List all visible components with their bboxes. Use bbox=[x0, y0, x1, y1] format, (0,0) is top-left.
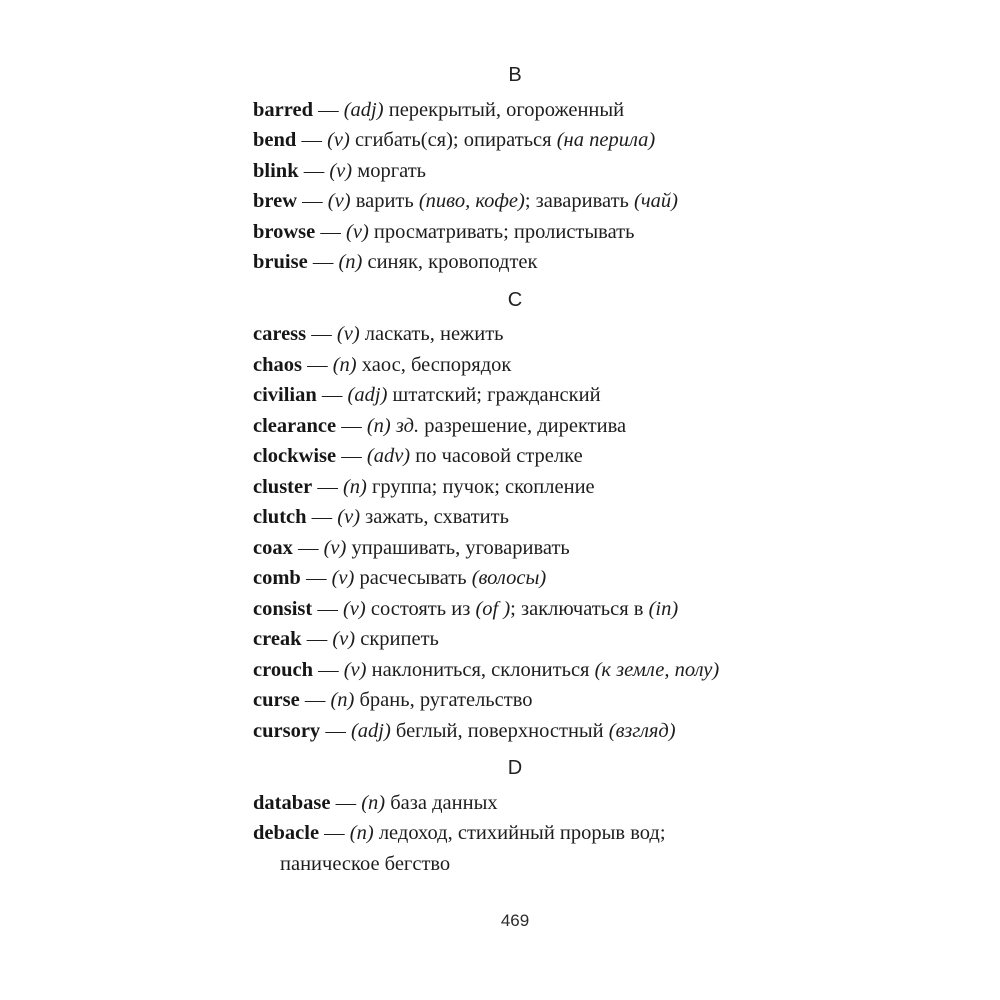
entry-note-italic: (adv) bbox=[366, 445, 411, 467]
glossary-entry bbox=[253, 350, 777, 381]
entry-note-italic: (adj) bbox=[347, 384, 388, 406]
headword: comb bbox=[253, 567, 301, 589]
entry-note-italic: (v) bbox=[337, 506, 361, 528]
entry-text: — bbox=[316, 384, 348, 406]
entry-text: моргать bbox=[352, 159, 427, 182]
glossary-entry bbox=[253, 685, 777, 716]
entry-text: — bbox=[330, 791, 362, 814]
entry-text: зажать, схватить bbox=[360, 506, 509, 528]
entry-note-italic: (волосы) bbox=[471, 567, 547, 589]
glossary-entry bbox=[253, 502, 777, 533]
headword: caress bbox=[253, 323, 307, 345]
entry-text: — bbox=[312, 658, 344, 681]
entry-text: варить bbox=[350, 190, 419, 212]
page-number: 469 bbox=[500, 911, 530, 930]
entry-note-italic: (v) bbox=[342, 597, 366, 620]
entry-note-italic: (v) bbox=[329, 159, 353, 182]
entry-text: база данных bbox=[385, 791, 498, 814]
entry-note-italic: (n) bbox=[361, 791, 386, 814]
headword: consist bbox=[253, 597, 313, 620]
entry-note-italic: (n) bbox=[342, 475, 367, 498]
section-letter: D bbox=[507, 757, 523, 779]
entry-text: группа; пучок; скопление bbox=[366, 475, 595, 498]
headword: creak bbox=[253, 628, 302, 650]
entry-text: — bbox=[336, 445, 367, 467]
entry-note-italic: (v) bbox=[346, 220, 369, 243]
entry-text: — bbox=[312, 475, 343, 498]
entry-note-italic: (v) bbox=[323, 536, 347, 559]
entry-text: — bbox=[306, 506, 338, 528]
entry-text: — bbox=[312, 597, 343, 620]
glossary-entry bbox=[253, 563, 777, 594]
entry-text: ; заваривать bbox=[524, 190, 635, 212]
entry-text: брань, ругательство bbox=[354, 689, 533, 711]
entry-text: — bbox=[292, 536, 324, 559]
glossary bbox=[253, 60, 777, 879]
entry-text: — bbox=[336, 414, 367, 437]
glossary-entry bbox=[253, 247, 777, 278]
entry-text: ласкать, нежить bbox=[359, 323, 504, 345]
headword: debacle bbox=[253, 822, 320, 844]
entry-text: — bbox=[312, 98, 344, 121]
headword: coax bbox=[253, 536, 293, 559]
entry-text: разрешение, директива bbox=[419, 414, 627, 437]
entry-text: — bbox=[301, 628, 333, 650]
glossary-entry bbox=[253, 441, 777, 472]
entry-text: — bbox=[306, 323, 337, 345]
entry-text: — bbox=[297, 190, 328, 212]
entry-note-italic: (v) bbox=[332, 628, 356, 650]
glossary-entry bbox=[253, 125, 777, 156]
glossary-entry bbox=[253, 156, 777, 187]
section-c bbox=[253, 285, 777, 747]
entry-note-italic: (v) bbox=[327, 129, 350, 151]
glossary-entry bbox=[253, 533, 777, 564]
glossary-entry bbox=[253, 788, 777, 819]
section-b bbox=[253, 60, 777, 278]
entry-text: штатский; гражданский bbox=[387, 384, 601, 406]
glossary-entry bbox=[253, 624, 777, 655]
entry-text: — bbox=[298, 159, 330, 182]
headword: browse bbox=[253, 220, 316, 243]
glossary-entry bbox=[253, 186, 777, 217]
entry-note-italic: (n) bbox=[366, 414, 391, 437]
section-d bbox=[253, 753, 777, 879]
entry-text: состоять из bbox=[365, 597, 476, 620]
entry-note-italic: (пиво, кофе) bbox=[418, 190, 525, 212]
glossary-entry bbox=[253, 472, 777, 503]
headword: curse bbox=[253, 689, 300, 711]
headword: cluster bbox=[253, 475, 313, 498]
glossary-entry bbox=[253, 655, 777, 686]
entry-text: хаос, беспорядок bbox=[356, 353, 512, 376]
entry-text: скрипеть bbox=[355, 628, 439, 650]
glossary-entry bbox=[253, 716, 777, 747]
entry-note-italic: (v) bbox=[331, 567, 355, 589]
entry-text: — bbox=[315, 220, 347, 243]
entry-note-italic: (adj) bbox=[350, 719, 391, 742]
headword: cursory bbox=[253, 719, 321, 742]
headword: brew bbox=[253, 190, 298, 212]
entry-text: — bbox=[319, 822, 350, 844]
entry-text: паническое бегство bbox=[280, 852, 451, 875]
glossary-entry bbox=[253, 380, 777, 411]
entry-note-italic: (n) bbox=[330, 689, 355, 711]
entry-text: наклониться, склониться bbox=[366, 658, 595, 681]
glossary-entry bbox=[253, 818, 777, 879]
entry-text: беглый, поверхностный bbox=[390, 719, 609, 742]
entry-text: — bbox=[307, 251, 339, 273]
entry-note-italic: (of ) bbox=[475, 597, 511, 620]
entry-note-italic: (чай) bbox=[634, 190, 678, 212]
entry-note-italic: (n) bbox=[338, 251, 363, 273]
headword: blink bbox=[253, 159, 299, 182]
entry-text: по часовой стрелке bbox=[410, 445, 583, 467]
entry-note-italic: (v) bbox=[336, 323, 360, 345]
entry-text: — bbox=[296, 129, 328, 151]
entry-text: — bbox=[300, 567, 332, 589]
headword: bruise bbox=[253, 251, 308, 273]
entry-text: перекрытый, огороженный bbox=[383, 98, 625, 121]
entry-note-italic: (к земле, полу) bbox=[594, 658, 720, 681]
entry-text: ледоход, стихийный прорыв вод; bbox=[373, 822, 666, 844]
glossary-entry bbox=[253, 319, 777, 350]
headword: database bbox=[253, 791, 331, 814]
headword: clockwise bbox=[253, 445, 337, 467]
entry-note-italic: (v) bbox=[327, 190, 351, 212]
section-letter: C bbox=[507, 288, 523, 311]
entry-note-italic: (взгляд) bbox=[608, 719, 676, 742]
entry-note-italic: (на перила) bbox=[556, 129, 656, 151]
headword: civilian bbox=[253, 384, 317, 406]
headword: bend bbox=[253, 129, 297, 151]
entry-text: просматривать; пролистывать bbox=[368, 220, 635, 243]
glossary-entry bbox=[253, 95, 777, 126]
entry-text: расчесывать bbox=[354, 567, 472, 589]
headword: crouch bbox=[253, 658, 313, 681]
entry-text: — bbox=[320, 719, 351, 742]
entry-text: сгибать(ся); опираться bbox=[349, 129, 557, 151]
section-letter: B bbox=[508, 64, 522, 86]
entry-note-italic: (in) bbox=[648, 597, 679, 620]
entry-note-italic: (n) bbox=[349, 822, 374, 844]
entry-text: синяк, кровоподтек bbox=[362, 251, 538, 273]
headword: clearance bbox=[253, 414, 337, 437]
entry-note-italic: зд. bbox=[395, 414, 420, 437]
entry-text: — bbox=[299, 689, 331, 711]
entry-note-italic: (n) bbox=[332, 353, 357, 376]
entry-text: упрашивать, уговаривать bbox=[346, 536, 570, 559]
headword: clutch bbox=[253, 506, 307, 528]
entry-note-italic: (v) bbox=[343, 658, 367, 681]
entry-note-italic: (adj) bbox=[343, 98, 384, 121]
headword: chaos bbox=[253, 353, 302, 376]
glossary-entry bbox=[253, 594, 777, 625]
entry-text: — bbox=[301, 353, 333, 376]
glossary-entry bbox=[253, 217, 777, 248]
entry-text: ; заключаться в bbox=[510, 597, 649, 620]
glossary-entry bbox=[253, 411, 777, 442]
headword: barred bbox=[253, 98, 313, 121]
